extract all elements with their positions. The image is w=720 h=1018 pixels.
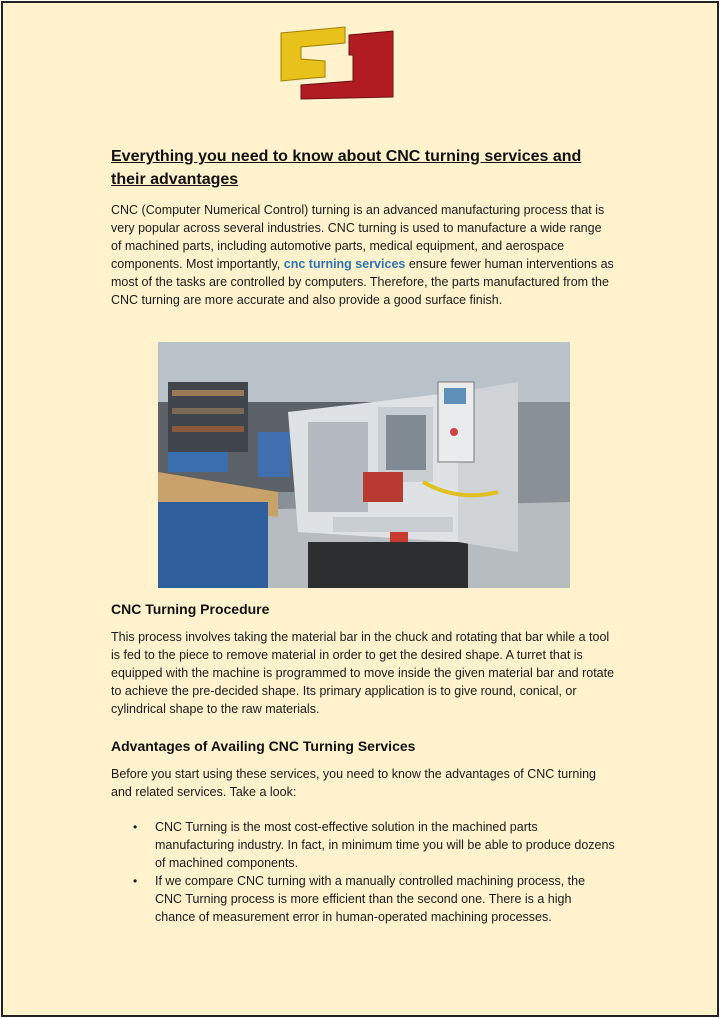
brand-logo — [279, 25, 395, 101]
logo-yellow-shape — [281, 27, 345, 81]
list-item — [111, 872, 615, 926]
advantages-list — [111, 818, 615, 926]
intro-text-end: ensure fewer human interventions as most of the tasks are controlled by computers. Therefore, the parts manufactured from the CNC turning are more accurate and also provide a good surface finish. — [111, 257, 614, 307]
bullet-icon: • — [133, 874, 138, 888]
section-heading-advantages: Advantages of Availing CNC Turning Services — [111, 738, 416, 754]
bullet-icon: • — [133, 820, 138, 834]
list-item-text: If we compare CNC turning with a manually controlled machining process, the CNC Turning process is more efficient than the second one. There is a high chance of measurement error in human-operated machining processes. — [155, 874, 586, 924]
cnc-turning-services-link[interactable]: cnc turning services — [283, 257, 406, 271]
list-item-text: CNC Turning is the most cost-effective solution in the machined parts manufacturing industry. In fact, in minimum time you will be able to produce dozens of machined components. — [155, 820, 615, 870]
cnc-machine-photo — [158, 342, 570, 588]
article-body — [111, 145, 615, 924]
document-page — [1, 1, 719, 1017]
section-heading-procedure: CNC Turning Procedure — [111, 601, 270, 617]
intro-text-start: CNC (Computer Numerical Control) turning is an advanced manufacturing process that is very popular across several industries. CNC turning is used to manufacture a wide range of machined parts, including automotive parts, medical equipment, and aerospace components. Most importantly, — [111, 203, 605, 271]
advantages-intro-paragraph: Before you start using these services, you need to know the advantages of CNC turning and related services. Take a look: — [111, 767, 596, 799]
intro-paragraph — [111, 201, 615, 309]
list-item — [111, 818, 615, 872]
article-title: Everything you need to know about CNC turning services and their advantages — [111, 148, 582, 188]
procedure-paragraph: This process involves taking the material bar in the chuck and rotating that bar while a tool is fed to the piece to remove material in order to get the desired shape. A turret that is equipped with the machine is programmed to move inside the given material bar and rotate to achieve the pre-decided shape. Its primary application is to give round, conical, or cylindrical shape to the raw materials. — [111, 630, 615, 716]
